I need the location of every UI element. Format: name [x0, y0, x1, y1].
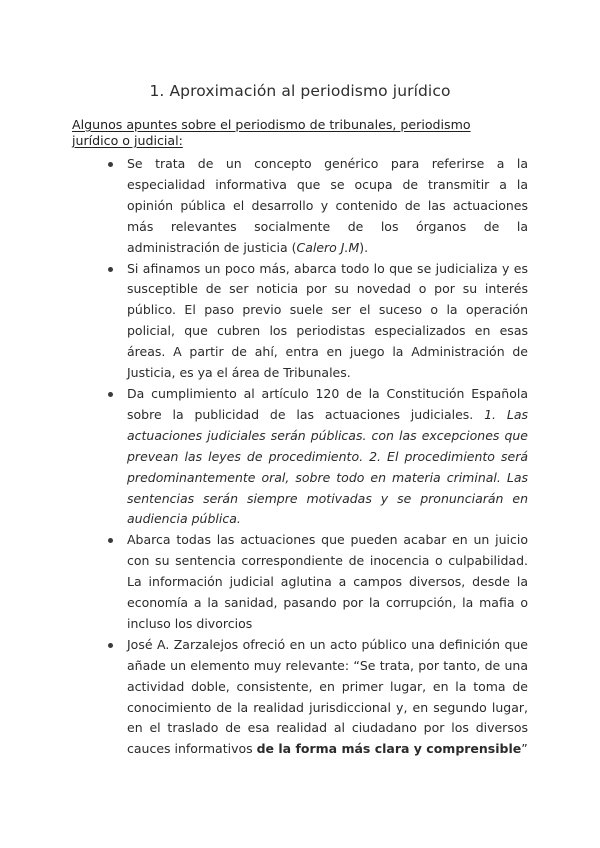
- bullet-item-5: [108, 635, 528, 760]
- bullet-item-3: [108, 384, 528, 530]
- bullet-dot-icon: [108, 162, 113, 167]
- bullet-dot-icon: [108, 643, 113, 648]
- bullet-item-2: [108, 259, 528, 384]
- section-title: 1. Aproximación al periodismo jurídico: [149, 82, 451, 100]
- bullet-text: Abarca todas las actuaciones que pueden acabar en un juicio con su sentencia correspondiente de inocencia o culpabilidad. La información judicial aglutina a campos diversos, desde la economía a la sanidad, pasando por la corrupción, la mafia o incluso los divorcios: [127, 532, 528, 631]
- emphasis-text: de la forma más clara y comprensible: [256, 741, 522, 757]
- bullet-list: [108, 154, 528, 760]
- section-subtitle: Algunos apuntes sobre el periodismo de tribunales, periodismo jurídico o judicial:: [72, 117, 471, 148]
- bullet-text-end: ”: [521, 741, 528, 757]
- bullet-text: Si afinamos un poco más, abarca todo lo que se judicializa y es susceptible de ser noticia por su novedad o por su interés público. El paso previo suele ser el suceso o la operación policial, que cubren los periodistas especializados en esas áreas. A partir de ahí, entra en juego la Administración de Justicia, es ya el área de Tribunales.: [127, 260, 528, 381]
- constitution-quote: 1. Las actuaciones judiciales serán públicas. con las excepciones que prevean las leyes de procedimiento. 2. El procedimiento será predominantemente oral, sobre todo en materia criminal. Las sentencias serán siempre motivadas y se pronunciarán en audiencia pública.: [127, 406, 528, 527]
- bullet-text: Da cumplimiento al artículo 120 de la Constitución Española sobre la publicidad de las actuaciones judiciales.: [127, 385, 528, 422]
- citation-author: Calero J.M: [296, 239, 360, 255]
- bullet-text: José A. Zarzalejos ofreció en un acto público una definición que añade un elemento muy relevante: “Se trata, por tanto, de una actividad doble, consistente, en primer lugar, en la toma de conocimiento de la realidad jurisdiccional y, en segundo lugar, en el traslado de esa realidad al ciudadano por los diversos cauces informativos: [127, 636, 528, 757]
- bullet-dot-icon: [108, 267, 113, 272]
- bullet-dot-icon: [108, 538, 113, 543]
- bullet-text: Se trata de un concepto genérico para referirse a la especialidad informativa que se ocupa de transmitir a la opinión pública el desarrollo y contenido de las actuaciones más relevantes socialmente de los órganos de la administración de justicia (: [127, 156, 528, 255]
- bullet-item-1: [108, 154, 528, 259]
- bullet-text-end: ).: [359, 239, 369, 255]
- bullet-item-4: [108, 530, 528, 635]
- bullet-dot-icon: [108, 392, 113, 397]
